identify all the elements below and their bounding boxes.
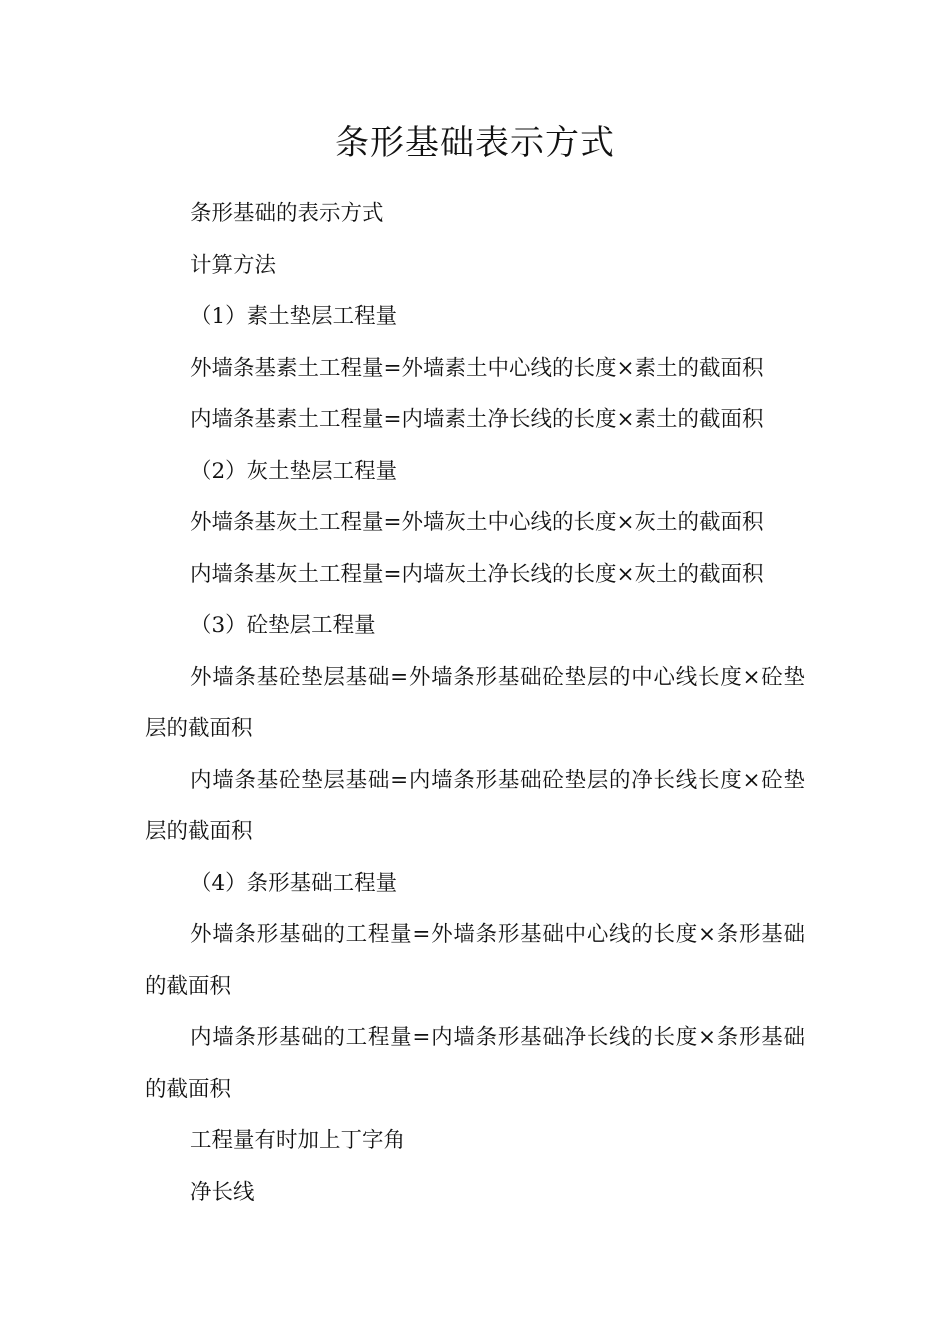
paragraph: 外墙条基灰土工程量=外墙灰土中心线的长度×灰土的截面积 bbox=[190, 510, 764, 535]
section-heading: （3）砼垫层工程量 bbox=[190, 613, 376, 638]
section-heading: （1）素土垫层工程量 bbox=[190, 304, 398, 329]
section-heading: （4）条形基础工程量 bbox=[190, 870, 398, 896]
paragraph: 外墙条形基础的工程量=外墙条形基础中心线的长度×条形基础的截面积 bbox=[145, 922, 805, 999]
paragraph: 外墙条基砼垫层基础=外墙条形基础砼垫层的中心线长度×砼垫层的截面积 bbox=[145, 664, 805, 741]
paragraph: 计算方法 bbox=[190, 252, 277, 278]
paragraph: 外墙条基素土工程量=外墙素土中心线的长度×素土的截面积 bbox=[190, 355, 764, 381]
paragraph: 内墙条基素土工程量=内墙素土净长线的长度×素土的截面积 bbox=[190, 407, 764, 432]
paragraph: 工程量有时加上丁字角 bbox=[190, 1128, 406, 1153]
paragraph: 净长线 bbox=[190, 1179, 255, 1205]
paragraph: 条形基础的表示方式 bbox=[190, 201, 384, 226]
section-heading: （2）灰土垫层工程量 bbox=[190, 458, 398, 484]
paragraph: 内墙条基灰土工程量=内墙灰土净长线的长度×灰土的截面积 bbox=[190, 561, 764, 587]
document-body bbox=[145, 188, 805, 1218]
paragraph: 内墙条形基础的工程量=内墙条形基础净长线的长度×条形基础的截面积 bbox=[145, 1025, 805, 1102]
document-title: 条形基础表示方式 bbox=[335, 123, 615, 163]
paragraph: 内墙条基砼垫层基础=内墙条形基础砼垫层的净长线长度×砼垫层的截面积 bbox=[145, 767, 805, 844]
